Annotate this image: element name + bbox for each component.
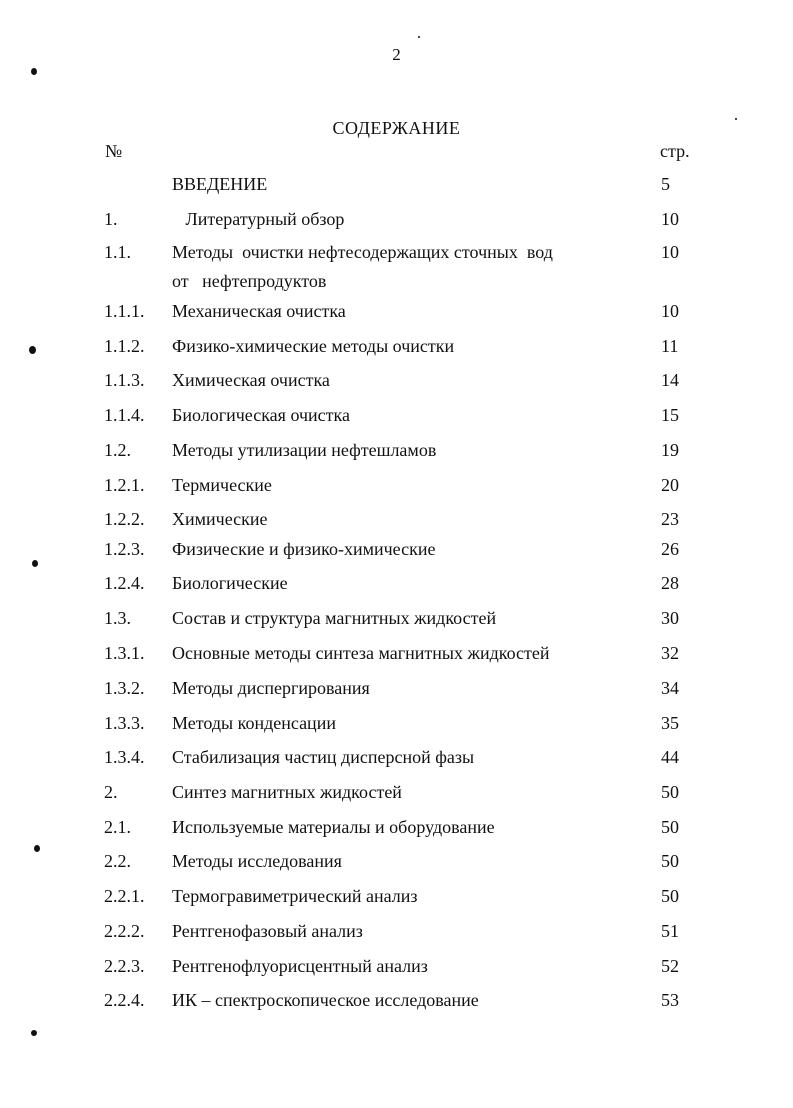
toc-entry-title xyxy=(172,847,622,876)
toc-entry-title-line: Механическая очистка xyxy=(172,301,346,321)
toc-entry-page: 23 xyxy=(661,509,679,529)
toc-entry-title xyxy=(172,709,622,738)
toc-entry-page: 28 xyxy=(661,573,679,593)
toc-entry-page: 34 xyxy=(661,678,679,698)
toc-entry-number: 2.2.2. xyxy=(104,921,145,941)
toc-entry-title-line: Рентгенофазовый анализ xyxy=(172,921,363,941)
toc-entry-title-line: ВВЕДЕНИЕ xyxy=(172,174,268,194)
toc-entry-number: 2.2. xyxy=(104,851,131,871)
toc-entry-title-line: Физические и физико-химические xyxy=(172,539,436,559)
toc-entry-page: 35 xyxy=(661,713,679,733)
toc-entry-page: 10 xyxy=(661,301,679,321)
column-header-number: № xyxy=(105,141,123,161)
toc-entry-title xyxy=(172,332,622,361)
toc-entry-title-line: Литературный обзор xyxy=(172,209,345,229)
scan-speck xyxy=(34,845,40,852)
toc-entry-title xyxy=(172,882,622,911)
toc-entry-title xyxy=(172,986,622,1015)
toc-entry-title-line: ИК – спектроскопическое исследование xyxy=(172,990,479,1010)
toc-entry-title-line: Биологическая очистка xyxy=(172,405,350,425)
toc-entry-number: 1.1.1. xyxy=(104,301,145,321)
toc-entry-page: 53 xyxy=(661,990,679,1010)
toc-entry-page: 50 xyxy=(661,851,679,871)
toc-entry-page: 15 xyxy=(661,405,679,425)
toc-entry-title xyxy=(172,778,622,807)
toc-entry-number: 1.1.2. xyxy=(104,336,145,356)
toc-entry-page: 52 xyxy=(661,956,679,976)
toc-entry-title-line: Рентгенофлуорисцентный анализ xyxy=(172,956,428,976)
toc-entry-title-line: Термические xyxy=(172,475,272,495)
toc-entry-title xyxy=(172,205,622,234)
toc-entry-number: 1. xyxy=(104,209,118,229)
toc-entry-number: 1.1.3. xyxy=(104,370,145,390)
scan-speck xyxy=(31,1030,37,1036)
toc-entry-title-line: Основные методы синтеза магнитных жидкостей xyxy=(172,643,550,663)
toc-entry-page: 51 xyxy=(661,921,679,941)
toc-entry-number: 2.2.4. xyxy=(104,990,145,1010)
toc-entry-title-line: от нефтепродуктов xyxy=(172,271,327,291)
scan-speck xyxy=(29,346,36,354)
scan-speck xyxy=(32,560,38,567)
toc-entry-number: 2.1. xyxy=(104,817,131,837)
toc-entry-page: 44 xyxy=(661,747,679,767)
toc-entry-number: 1.2. xyxy=(104,440,131,460)
toc-entry-title xyxy=(172,170,622,199)
scan-speck xyxy=(418,36,420,38)
toc-entry-number: 1.3.3. xyxy=(104,713,145,733)
toc-entry-title xyxy=(172,401,622,430)
toc-entry-page: 50 xyxy=(661,782,679,802)
toc-entry-title xyxy=(172,471,622,500)
column-header-page: стр. xyxy=(660,141,690,161)
toc-entry-number: 2. xyxy=(104,782,118,802)
toc-entry-number: 1.2.2. xyxy=(104,509,145,529)
toc-entry-title xyxy=(172,505,622,534)
toc-entry-number: 1.2.3. xyxy=(104,539,145,559)
toc-entry-number: 1.1. xyxy=(104,242,131,262)
toc-entry-page: 14 xyxy=(661,370,679,390)
toc-entry-page: 19 xyxy=(661,440,679,460)
toc-entry-title xyxy=(172,743,622,772)
toc-entry-title-line: Термогравиметрический анализ xyxy=(172,886,418,906)
toc-entry-title-line: Биологические xyxy=(172,573,288,593)
toc-entry-number: 1.3. xyxy=(104,608,131,628)
toc-entry-title-line: Состав и структура магнитных жидкостей xyxy=(172,608,497,628)
toc-entry-number: 1.3.2. xyxy=(104,678,145,698)
toc-entry-number: 1.2.4. xyxy=(104,573,145,593)
toc-entry-title xyxy=(172,297,622,326)
toc-entry-title xyxy=(172,813,622,842)
toc-entry-title-line: Методы конденсации xyxy=(172,713,336,733)
toc-entry-title xyxy=(172,535,622,564)
toc-entry-title-line: Методы утилизации нефтешламов xyxy=(172,440,437,460)
toc-entry-title xyxy=(172,366,622,395)
toc-entry-title xyxy=(172,674,622,703)
toc-entry-page: 11 xyxy=(661,336,679,356)
toc-entry-number: 2.2.1. xyxy=(104,886,145,906)
toc-entry-title-line: Методы диспергирования xyxy=(172,678,370,698)
toc-entry-title-line: Химические xyxy=(172,509,268,529)
toc-entry-title-line: Физико-химические методы очистки xyxy=(172,336,455,356)
toc-entry-title xyxy=(172,639,622,668)
toc-entry-page: 32 xyxy=(661,643,679,663)
toc-entry-page: 30 xyxy=(661,608,679,628)
toc-entry-title-line: Методы исследования xyxy=(172,851,342,871)
scan-speck xyxy=(31,68,37,75)
toc-title: СОДЕРЖАНИЕ xyxy=(332,118,461,138)
toc-entry-number: 2.2.3. xyxy=(104,956,145,976)
toc-entry-page: 26 xyxy=(661,539,679,559)
toc-entry-number: 1.3.1. xyxy=(104,643,145,663)
toc-entry-title xyxy=(172,604,622,633)
toc-entry-number: 1.3.4. xyxy=(104,747,145,767)
toc-entry-title xyxy=(172,917,622,946)
toc-entry-number: 1.2.1. xyxy=(104,475,145,495)
toc-entry-title-line: Химическая очистка xyxy=(172,370,330,390)
page-number: 2 xyxy=(392,45,401,64)
toc-entry-page: 50 xyxy=(661,886,679,906)
toc-entry-title xyxy=(172,952,622,981)
toc-entry-page: 10 xyxy=(661,242,679,262)
toc-entry-title-line: Используемые материалы и оборудование xyxy=(172,817,495,837)
toc-entry-title-line: Стабилизация частиц дисперсной фазы xyxy=(172,747,475,767)
toc-entry-page: 10 xyxy=(661,209,679,229)
toc-entry-title xyxy=(172,238,622,296)
toc-entry-title-line: Методы очистки нефтесодержащих сточных вод xyxy=(172,242,553,262)
toc-entry-title xyxy=(172,436,622,465)
toc-entry-title-line: Синтез магнитных жидкостей xyxy=(172,782,402,802)
toc-entry-page: 5 xyxy=(661,174,670,194)
toc-entry-page: 50 xyxy=(661,817,679,837)
scan-speck xyxy=(735,118,737,120)
toc-entry-number: 1.1.4. xyxy=(104,405,145,425)
toc-entry-title xyxy=(172,569,622,598)
toc-entry-page: 20 xyxy=(661,475,679,495)
